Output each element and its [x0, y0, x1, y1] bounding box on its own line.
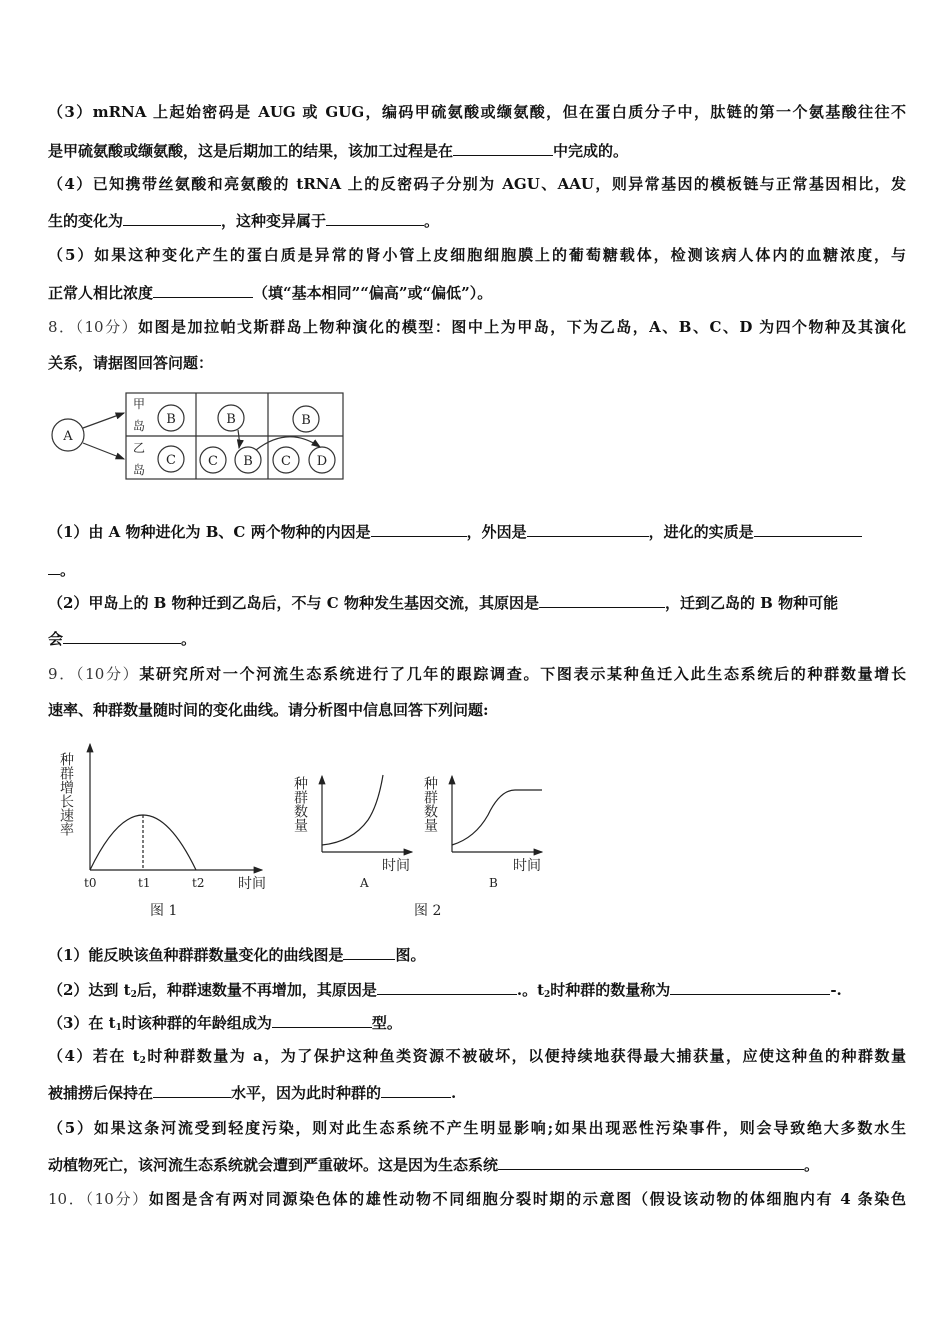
text: （2）甲岛上的 B 物种迁到乙岛后，不与 C 物种发生基因交流，其原因是	[48, 594, 539, 612]
text: 正常人相比浓度	[48, 284, 154, 302]
label-c: C	[281, 454, 291, 469]
text: 。	[804, 1156, 820, 1174]
label-c: C	[208, 454, 218, 469]
text: （1）能反映该鱼种群群数量变化的曲线图是	[48, 946, 344, 964]
subscript: 2	[130, 990, 137, 1000]
text: 时种群数量为 a，为了保护这种鱼类资源不被破坏，以便持续地获得最大捕获量，应使这种鱼的种群数量	[145, 1047, 906, 1065]
label-b: B	[243, 454, 253, 469]
y-axis-label: 种群增长速率	[58, 752, 74, 836]
q9-part1	[48, 944, 906, 965]
label-b: B	[301, 413, 311, 428]
text: ，外因是	[466, 523, 527, 541]
subscript: 2	[544, 990, 551, 1000]
text: ，进化的实质是	[648, 523, 754, 541]
q9-stem-line2: 速率、种群数量随时间的变化曲线。请分析图中信息回答下列问题:	[48, 701, 489, 719]
label-c: C	[166, 453, 176, 468]
curve-b	[452, 790, 542, 845]
label-b: B	[489, 876, 498, 890]
text: 生的变化为	[48, 212, 124, 230]
island-label: 乙	[132, 441, 146, 455]
figure-caption: 图 2	[414, 903, 442, 919]
label-b: B	[166, 412, 176, 427]
q7-part4-line1: （4）已知携带丝氨酸和亮氨酸的 tRNA 上的反密码子分别为 AGU、AAU，则异常基因的模板链与正常基因相比，发	[48, 175, 906, 193]
text: 时种群的数量称为	[550, 981, 671, 999]
text: 中完成的。	[553, 142, 629, 160]
q10-stem-line1	[48, 1189, 906, 1209]
question-number: 9．（10分）	[48, 665, 140, 683]
text: -.	[830, 981, 842, 999]
question-number: 10．（10分）	[48, 1190, 149, 1208]
text: 图。	[395, 946, 426, 964]
text: （1）由 A 物种进化为 B、C 两个物种的内因是	[48, 523, 371, 541]
text: （填“基本相同”“偏高”或“偏低”）。	[253, 284, 493, 302]
answer-blank[interactable]	[63, 628, 181, 644]
text: ，迁到乙岛的 B 物种可能	[664, 594, 839, 612]
text: 被捕捞后保持在	[48, 1084, 154, 1102]
x-axis-label: 时间	[238, 876, 266, 892]
text: 是甲硫氨酸或缬氨酸，这是后期加工的结果，该加工过程是在	[48, 142, 454, 160]
text: ，这种变异属于	[221, 212, 327, 230]
q9-part3	[48, 1012, 906, 1038]
figure-1-growth-rate	[90, 744, 262, 870]
island-label: 岛	[132, 463, 146, 477]
answer-blank[interactable]	[754, 521, 862, 537]
q9-part5-line2	[48, 1154, 906, 1175]
answer-blank[interactable]	[377, 979, 517, 995]
q8-part2-line2	[48, 628, 906, 649]
x-axis-label: 时间	[513, 858, 541, 874]
tick-t0: t0	[84, 876, 97, 890]
text: 如图是含有两对同源染色体的雄性动物不同细胞分裂时期的示意图（假设该动物的体细胞内有 4 条染色	[148, 1190, 906, 1208]
q7-part5-line1: （5）如果这种变化产生的蛋白质是异常的肾小管上皮细胞细胞膜上的葡萄糖载体，检测该病人体内的血糖浓度，与	[48, 246, 906, 264]
curve-a	[322, 775, 383, 845]
q8-part1-line2	[48, 559, 906, 580]
x-axis-label: 时间	[382, 858, 410, 874]
text: 会	[48, 630, 64, 648]
answer-blank[interactable]	[539, 592, 665, 608]
answer-blank[interactable]	[272, 1012, 372, 1028]
text: （4）若在 t	[48, 1047, 140, 1065]
text: 。	[424, 212, 440, 230]
tick-t1: t1	[138, 876, 151, 890]
q9-part4-line2	[48, 1082, 906, 1103]
text: （3）在 t	[48, 1014, 116, 1032]
text: .	[451, 1084, 457, 1102]
q9-stem-line1	[48, 664, 906, 684]
label-d: D	[316, 454, 328, 469]
answer-blank[interactable]	[343, 944, 395, 960]
text: .。t	[516, 981, 545, 999]
answer-blank[interactable]	[153, 1082, 231, 1098]
answer-blank[interactable]	[371, 521, 467, 537]
label-a: A	[63, 429, 73, 444]
text: 动植物死亡，该河流生态系统就会遭到严重破坏。这是因为生态系统	[48, 1156, 499, 1174]
q9-part5-line1: （5）如果这条河流受到轻度污染，则对此生态系统不产生明显影响;如果出现恶性污染事件，则会导致绝大多数水生	[48, 1119, 906, 1137]
answer-blank[interactable]	[670, 979, 830, 995]
text: 。	[60, 561, 76, 579]
answer-blank[interactable]	[48, 559, 60, 575]
text: 型。	[371, 1014, 402, 1032]
label-b: B	[226, 412, 236, 427]
y-axis-label: 种群数量	[292, 776, 308, 832]
tick-t2: t2	[192, 876, 205, 890]
answer-blank[interactable]	[527, 521, 649, 537]
text: 时该种群的年龄组成为	[121, 1014, 272, 1032]
answer-blank[interactable]	[498, 1154, 804, 1170]
q8-part2-line1	[48, 592, 906, 613]
text: （2）达到 t	[48, 981, 131, 999]
island-label: 甲	[132, 397, 146, 411]
q7-part3-line1: （3）mRNA 上起始密码是 AUG 或 GUG，编码甲硫氨酸或缬氨酸，但在蛋白质分子中，肽链的第一个氨基酸往往不	[48, 103, 906, 121]
text: 后，种群速数量不再增加，其原因是	[136, 981, 377, 999]
subscript: 2	[139, 1056, 146, 1066]
speciation-diagram	[52, 393, 343, 479]
subscript: 1	[115, 1023, 122, 1033]
question-number: 8．（10分）	[48, 318, 139, 336]
text: 如图是加拉帕戈斯群岛上物种演化的模型：图中上为甲岛，下为乙岛，A、B、C、D 为四个物种及其演化	[138, 318, 906, 336]
q9-part4-line1	[48, 1046, 906, 1066]
y-axis-label: 种群数量	[422, 776, 438, 832]
q9-part2	[48, 979, 906, 1005]
answer-blank[interactable]	[381, 1082, 451, 1098]
text: 水平，因为此时种群的	[231, 1084, 382, 1102]
island-label: 岛	[132, 419, 146, 433]
figure-caption: 图 1	[150, 903, 178, 919]
figure-2-labels	[292, 776, 541, 919]
label-a: A	[360, 876, 369, 890]
text: 。	[181, 630, 197, 648]
q8-part1-line1	[48, 521, 906, 542]
text: 某研究所对一个河流生态系统进行了几年的跟踪调查。下图表示某种鱼迁入此生态系统后的种群数量增长	[139, 665, 906, 683]
q8-stem-line2: 关系，请据图回答问题：	[48, 354, 214, 372]
figure-1-labels	[58, 752, 266, 919]
